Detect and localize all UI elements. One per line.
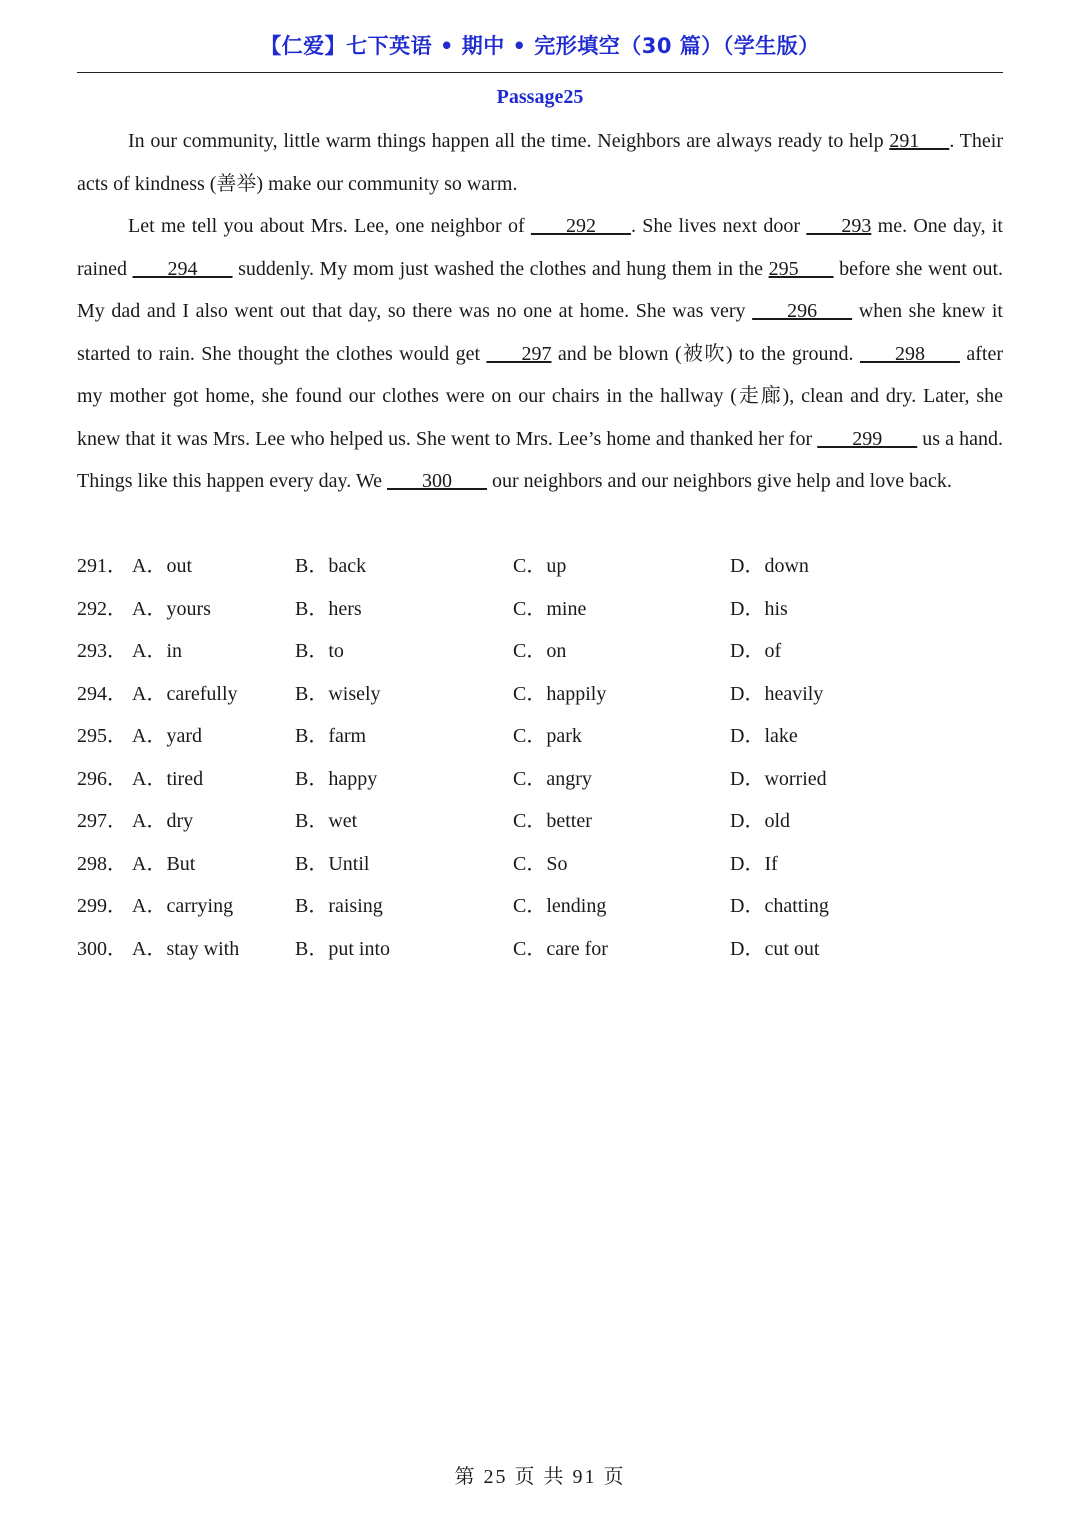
passage-paragraph-1 xyxy=(77,120,1003,205)
option-b: B．back xyxy=(295,555,367,577)
question-list xyxy=(77,545,1003,970)
passage-paragraph-2 xyxy=(77,205,1003,503)
option-b: B．raising xyxy=(295,895,383,917)
passage-text: In our community, little warm things happen all the time. Neighbors are always ready to help xyxy=(128,130,890,152)
passage-text: before she went out. My dad and I also went out that day, so there was no one at home. She was very xyxy=(77,257,1003,322)
blank-300: 300 xyxy=(386,470,487,492)
passage-text: us a hand. Things like this happen every day. We xyxy=(77,427,1003,492)
option-b: B．wet xyxy=(295,810,358,832)
option-c: C．happily xyxy=(513,682,607,705)
header-divider xyxy=(77,72,1003,73)
passage-text: . Their acts of kindness (善举) make our community so warm. xyxy=(77,130,1003,195)
question-number: 291． xyxy=(77,555,127,577)
blank-293: 293 xyxy=(806,215,872,237)
option-a: A．dry xyxy=(132,810,194,832)
option-d: D．worried xyxy=(730,767,827,790)
option-a: A．carrying xyxy=(132,895,234,917)
option-c: C．lending xyxy=(513,895,607,917)
passage-text: suddenly. My mom just washed the clothes and hung them in the xyxy=(232,257,769,280)
question-number: 297． xyxy=(77,810,127,832)
option-d: D．chatting xyxy=(730,895,829,917)
blank-294: 294 xyxy=(132,257,233,280)
passage-text: after my mother got home, she found our clothes were on our chairs in the hallway (走廊), clean and dry. Later, she knew that it was Mrs. Lee who helped us. She went to Mrs. Lee’s home and thanked her for xyxy=(77,342,1003,450)
question-number: 300． xyxy=(77,937,127,960)
option-a: A．carefully xyxy=(132,682,238,705)
option-a: A．yours xyxy=(132,597,211,620)
option-b: B．put into xyxy=(295,937,391,960)
question-number: 299． xyxy=(77,895,127,917)
question-row xyxy=(77,630,1003,673)
option-b: B．to xyxy=(295,640,344,662)
question-number: 294． xyxy=(77,682,127,705)
question-row xyxy=(77,928,1003,971)
question-row xyxy=(77,673,1003,716)
option-b: B．happy xyxy=(295,767,378,790)
question-number: 296． xyxy=(77,767,127,790)
passage-text: when she knew it started to rain. She thought the clothes would get xyxy=(77,300,1003,365)
option-a: A．in xyxy=(132,640,182,662)
question-number: 298． xyxy=(77,852,127,875)
option-c: C．up xyxy=(513,555,567,577)
blank-296: 296 xyxy=(752,300,853,322)
option-d: D．lake xyxy=(730,725,798,747)
option-c: C．on xyxy=(513,640,567,662)
page-number-footer: 第 25 页 共 91 页 xyxy=(454,1466,626,1488)
option-d: D．If xyxy=(730,852,778,875)
option-c: C．care for xyxy=(513,937,608,960)
option-a: A．yard xyxy=(132,725,202,747)
option-c: C．mine xyxy=(513,597,587,620)
blank-298: 298 xyxy=(859,342,960,365)
option-c: C．park xyxy=(513,725,582,747)
passage-text: . She lives next door xyxy=(630,215,807,237)
option-c: C．So xyxy=(513,852,568,875)
passage-title: Passage25 xyxy=(496,86,584,108)
passage-text: Let me tell you about Mrs. Lee, one neighbor of xyxy=(128,215,531,237)
passage-text: and be blown (被吹) to the ground. xyxy=(551,342,860,365)
blank-291: 291 xyxy=(889,130,950,152)
question-row xyxy=(77,588,1003,631)
question-number: 293． xyxy=(77,640,127,662)
option-a: A．stay with xyxy=(132,937,240,960)
option-d: D．down xyxy=(730,555,809,577)
option-d: D．his xyxy=(730,597,788,620)
passage-body xyxy=(77,120,1003,503)
question-row xyxy=(77,843,1003,886)
page-header-title: 【仁爱】七下英语 • 期中 • 完形填空（30 篇）（学生版） xyxy=(260,34,820,58)
question-row xyxy=(77,885,1003,928)
blank-295: 295 xyxy=(768,257,834,280)
option-d: D．cut out xyxy=(730,937,820,960)
option-d: D．of xyxy=(730,640,782,662)
question-number: 292． xyxy=(77,597,127,620)
question-row xyxy=(77,545,1003,588)
option-a: A．out xyxy=(132,555,192,577)
option-b: B．Until xyxy=(295,852,370,875)
option-b: B．hers xyxy=(295,597,362,620)
option-b: B．wisely xyxy=(295,682,381,705)
question-number: 295． xyxy=(77,725,127,747)
question-row xyxy=(77,800,1003,843)
option-d: D．heavily xyxy=(730,682,824,705)
passage-text: me. One day, it rained xyxy=(77,215,1003,280)
option-a: A．tired xyxy=(132,767,204,790)
blank-292: 292 xyxy=(530,215,631,237)
passage-text: our neighbors and our neighbors give help and love back. xyxy=(486,470,952,492)
question-row xyxy=(77,715,1003,758)
option-a: A．But xyxy=(132,852,196,875)
option-c: C．better xyxy=(513,810,592,832)
option-c: C．angry xyxy=(513,767,592,790)
option-d: D．old xyxy=(730,810,790,832)
option-b: B．farm xyxy=(295,725,367,747)
blank-299: 299 xyxy=(817,427,918,450)
question-row xyxy=(77,758,1003,801)
blank-297: 297 xyxy=(486,342,552,365)
